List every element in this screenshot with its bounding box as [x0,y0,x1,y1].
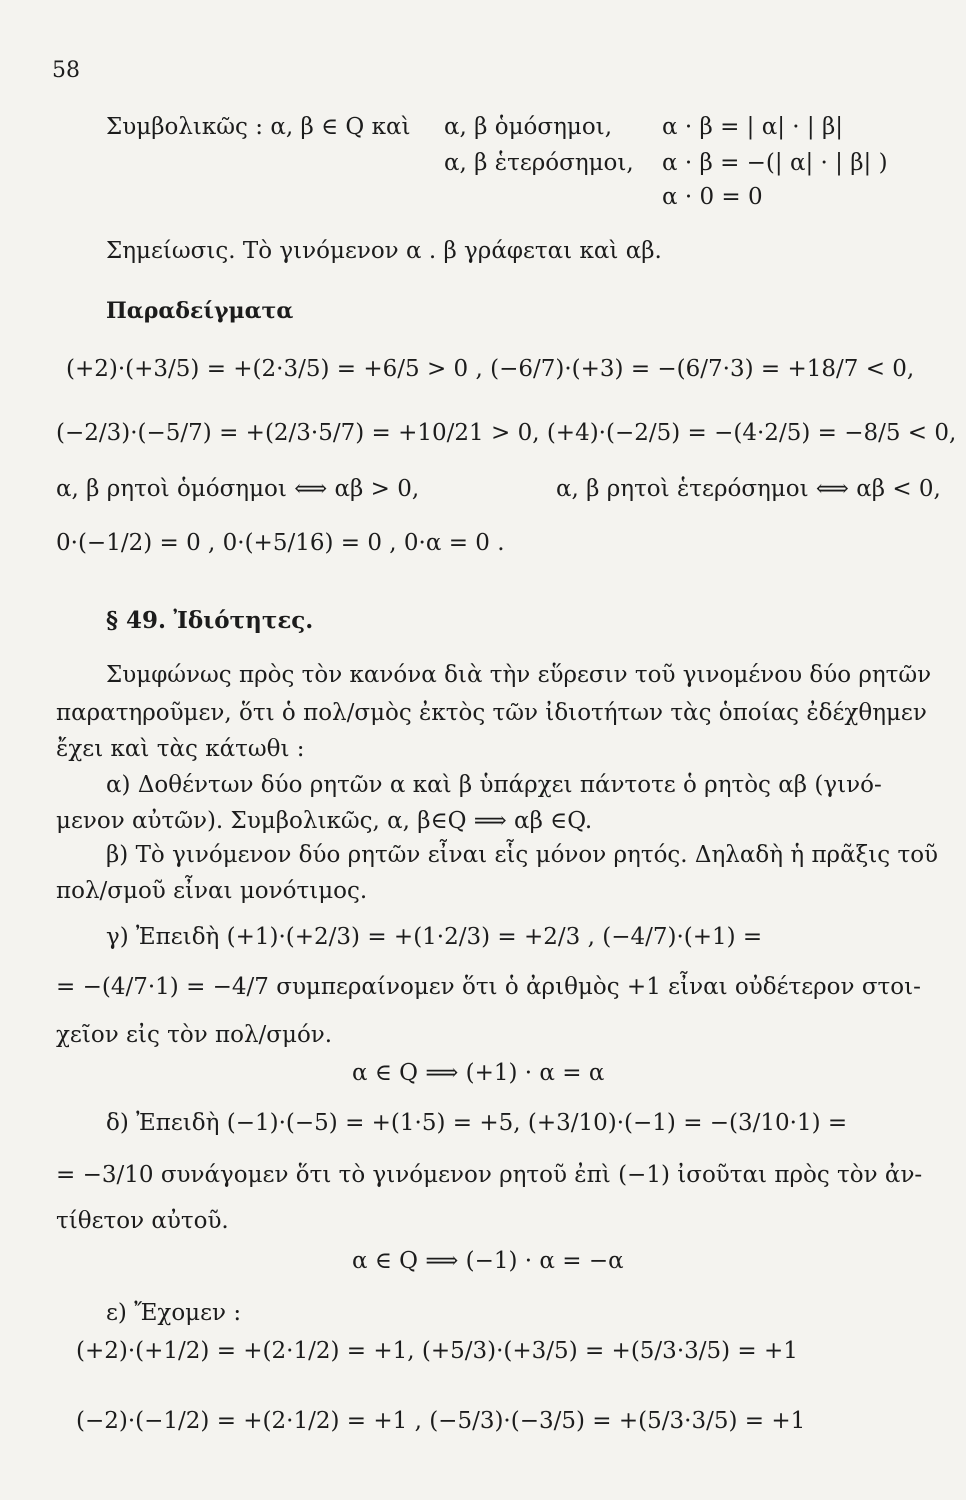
property-d-line1: δ) Ἐπειδὴ (−1)·(−5) = +(1·5) = +5, (+3/10)·(−1) = −(3/10·1) = [106,1110,848,1136]
property-a-line2: μενον αὐτῶν). Συμβολικῶς, α, β∈Q ⟹ αβ ∈Q. [56,808,593,834]
paragraph1-line1: Συμφώνως πρὸς τὸν κανόνα διὰ τὴν εὕρεσιν τοῦ γινομένου δύο ρητῶν [106,662,932,688]
rule-different-sign: α, β ρητοὶ ἑτερόσημοι ⟺ αβ < 0, [556,476,941,502]
property-e-line2: (+2)·(+1/2) = +(2·1/2) = +1, (+5/3)·(+3/5) = +(5/3·3/5) = +1 [76,1338,798,1364]
property-g-line3: χεῖον εἰς τὸν πολ/σμόν. [56,1022,333,1048]
section-number: § 49. [106,607,167,634]
example-line-2: (−2/3)·(−5/7) = +(2/3·5/7) = +10/21 > 0, (+4)·(−2/5) = −(4·2/5) = −8/5 < 0, [56,420,957,446]
symbolic-line1-right: α · β = | α| · | β| [662,114,844,140]
example-line-1: (+2)·(+3/5) = +(2·3/5) = +6/5 > 0 , (−6/7)·(+3) = −(6/7·3) = +18/7 < 0, [66,356,915,382]
property-d-line3: τίθετον αὐτοῦ. [56,1208,229,1234]
rule-same-sign: α, β ρητοὶ ὁμόσημοι ⟺ αβ > 0, [56,476,420,502]
symbolic-line1-mid: α, β ὁμόσημοι, [444,114,613,140]
paragraph1-line3: ἔχει καὶ τὰς κάτωθι : [56,736,305,762]
property-e-line1: ε) Ἔχομεν : [106,1300,242,1326]
property-e-line3: (−2)·(−1/2) = +(2·1/2) = +1 , (−5/3)·(−3/5) = +(5/3·3/5) = +1 [76,1408,806,1434]
note-line: Σημείωσις. Τὸ γινόμενον α . β γράφεται καὶ αβ. [106,238,662,264]
symbolic-line2-mid: α, β ἑτερόσημοι, [444,150,634,176]
property-b-line2: πολ/σμοῦ εἶναι μονότιμος. [56,878,368,904]
paragraph1-line2: παρατηροῦμεν, ὅτι ὁ πολ/σμὸς ἐκτὸς τῶν ἰδιοτήτων τὰς ὁποίας ἐδέχθημεν [56,700,927,726]
page-number: 58 [52,58,80,83]
identity-formula: α ∈ Q ⟹ (+1) · α = α [352,1060,605,1086]
examples-heading: Παραδείγματα [106,298,294,324]
section-title: Ἰδιότητες. [173,607,314,634]
section-heading [106,606,313,636]
property-a-line1: α) Δοθέντων δύο ρητῶν α καὶ β ὑπάρχει πάντοτε ὁ ρητὸς αβ (γινό- [106,772,882,798]
zero-examples: 0·(−1/2) = 0 , 0·(+5/16) = 0 , 0·α = 0 . [56,530,505,556]
property-d-line2: = −3/10 συνάγομεν ὅτι τὸ γινόμενον ρητοῦ ἐπὶ (−1) ἰσοῦται πρὸς τὸν ἀν- [56,1162,923,1188]
symbolic-line1-left: Συμβολικῶς : α, β ∈ Q καὶ [106,114,411,140]
negation-formula: α ∈ Q ⟹ (−1) · α = −α [352,1248,624,1274]
property-g-line1: γ) Ἐπειδὴ (+1)·(+2/3) = +(1·2/3) = +2/3 , (−4/7)·(+1) = [106,924,763,950]
symbolic-line2-right: α · β = −(| α| · | β| ) [662,150,888,176]
property-b-line1: β) Τὸ γινόμενον δύο ρητῶν εἶναι εἷς μόνον ρητός. Δηλαδὴ ἡ πρᾶξις τοῦ [106,842,939,868]
symbolic-line3-right: α · 0 = 0 [662,184,763,210]
property-g-line2: = −(4/7·1) = −4/7 συμπεραίνομεν ὅτι ὁ ἀριθμὸς +1 εἶναι οὐδέτερον στοι- [56,974,921,1000]
